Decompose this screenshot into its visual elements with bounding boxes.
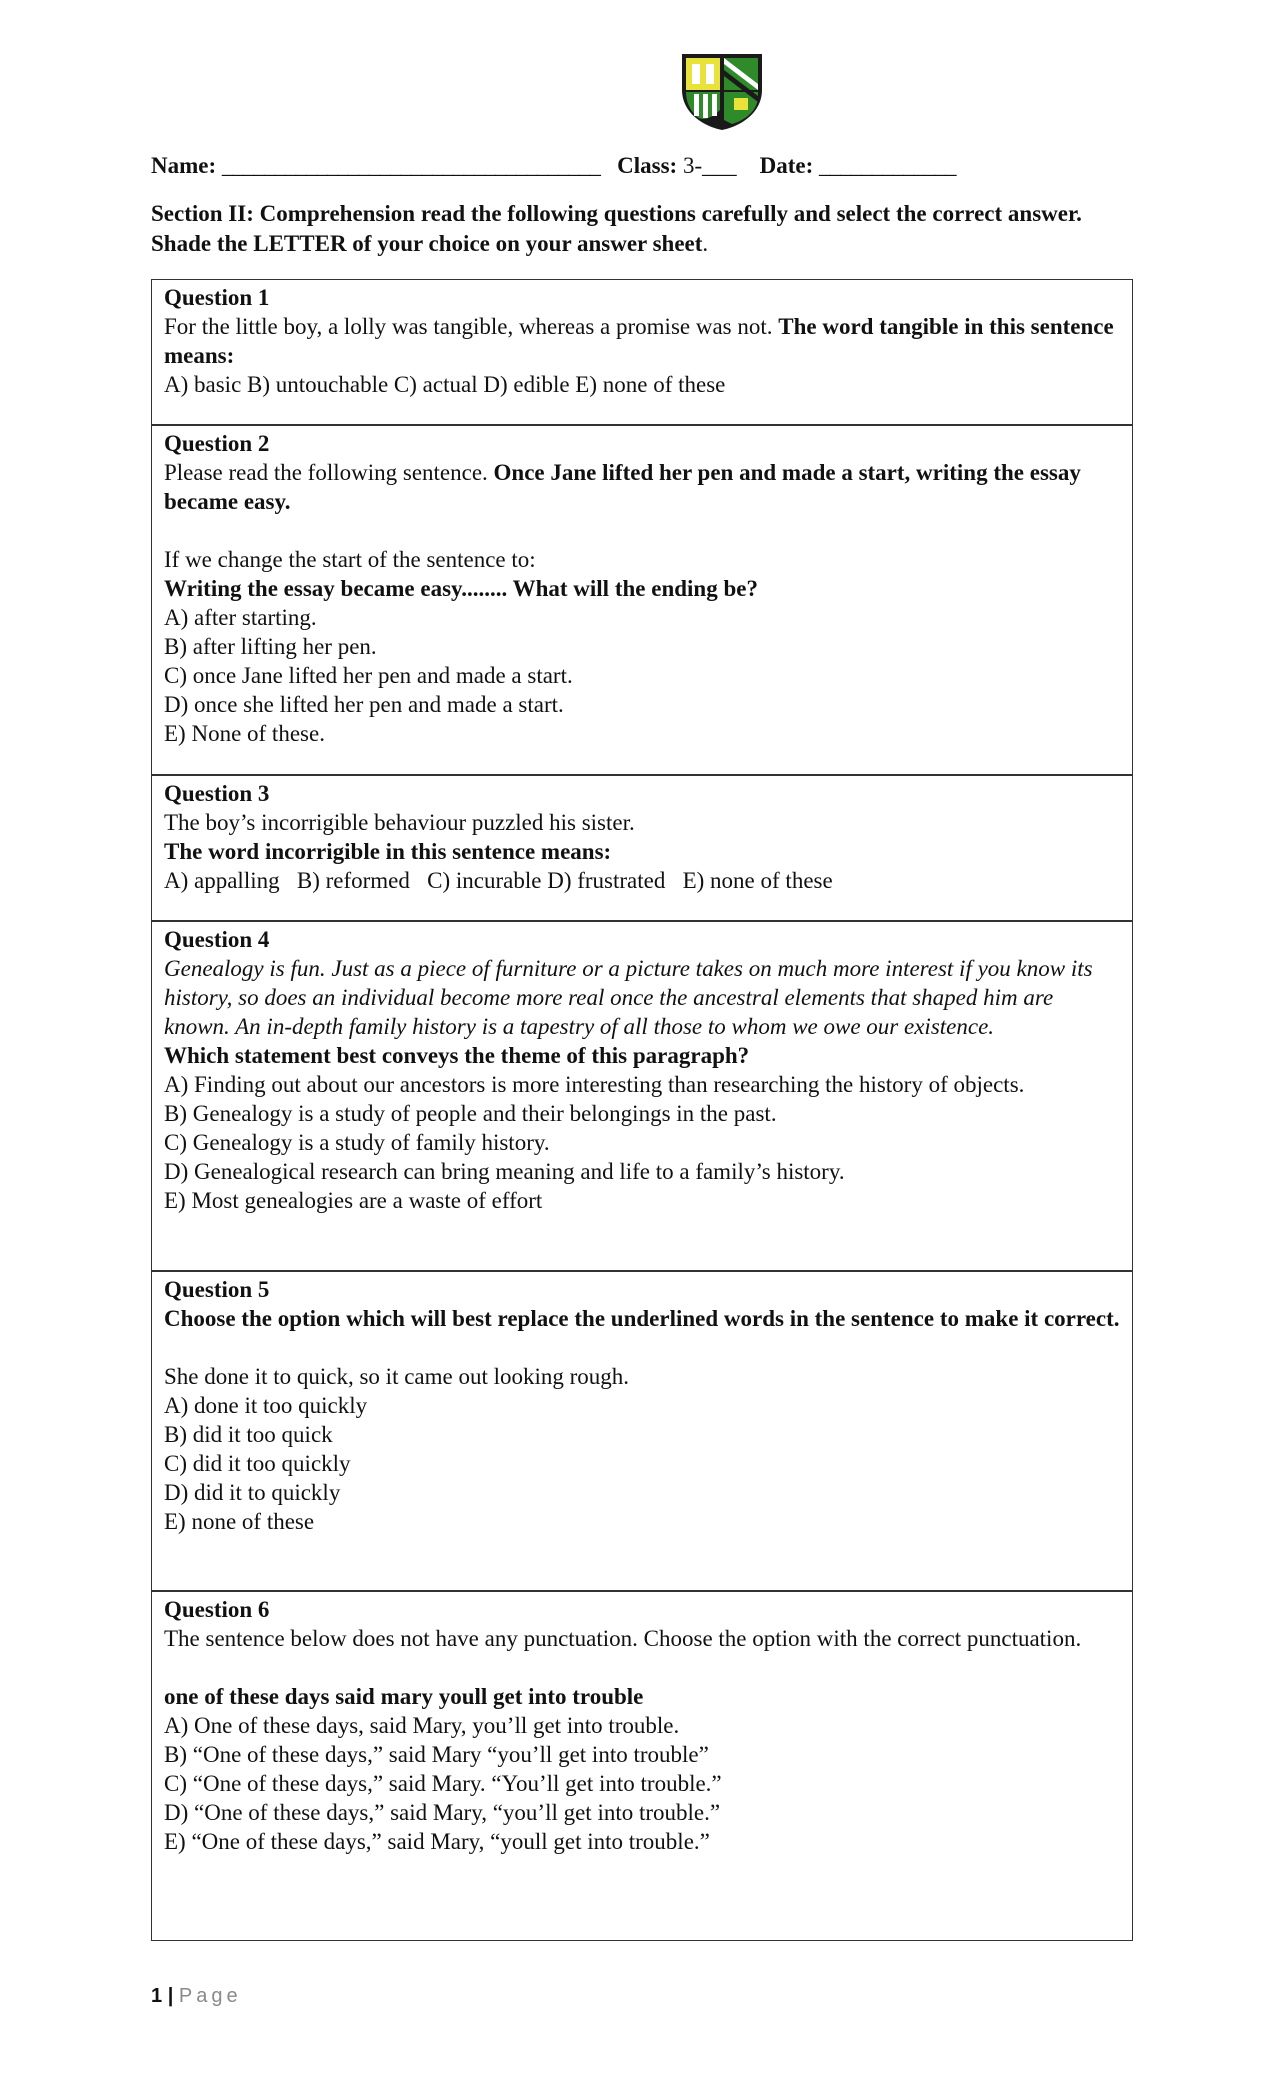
question-text xyxy=(164,312,1121,370)
option-b: B) Genealogy is a study of people and their belongings in the past. xyxy=(164,1101,777,1126)
question-title: Question 3 xyxy=(164,781,270,806)
answer-options: A) basic B) untouchable C) actual D) edible E) none of these xyxy=(164,372,726,397)
question-prompt: Choose the option which will best replace the underlined words in the sentence to make it correct. xyxy=(164,1306,1120,1331)
option-d: D) Genealogical research can bring meaning and life to a family’s history. xyxy=(164,1159,845,1184)
example-sentence: She done it to quick, so it came out looking rough. xyxy=(164,1364,630,1389)
option-a: A) after starting. xyxy=(164,605,317,630)
question-statement: The boy’s incorrigible behaviour puzzled his sister. xyxy=(164,810,635,835)
page-number: 1 xyxy=(151,1985,163,2007)
question-1-box xyxy=(151,279,1133,425)
option-a: A) One of these days, said Mary, you’ll get into trouble. xyxy=(164,1713,680,1738)
question-6-box xyxy=(151,1591,1133,1941)
option-a: A) Finding out about our ancestors is more interesting than researching the history of objects. xyxy=(164,1072,1025,1097)
option-a: A) done it too quickly xyxy=(164,1393,368,1418)
question-statement: Please read the following sentence. xyxy=(164,460,494,485)
date-label: Date: xyxy=(759,153,814,178)
section-title-text: Section II: Comprehension read the following questions carefully and select the correct answer. Shade the LETTER of your choice on your answer sheet xyxy=(151,201,1082,256)
example-sentence: Once Jane lifted her pen and made a start, writing the essay became easy. xyxy=(164,460,1081,514)
option-e: E) “One of these days,” said Mary, “youll get into trouble.” xyxy=(164,1829,710,1854)
page-word: Page xyxy=(178,1985,242,2007)
option-d: D) did it to quickly xyxy=(164,1480,341,1505)
page-footer xyxy=(151,1985,242,2008)
section-title-period: . xyxy=(702,231,709,256)
question-lead: If we change the start of the sentence to: xyxy=(164,547,536,572)
option-b: B) “One of these days,” said Mary “you’ll get into trouble” xyxy=(164,1742,709,1767)
option-e: E) none of these xyxy=(164,1509,315,1534)
question-prompt: The word tangible in this sentence means: xyxy=(164,314,1114,368)
question-title: Question 1 xyxy=(164,285,270,310)
question-3-box xyxy=(151,775,1133,921)
name-label: Name: xyxy=(151,153,217,178)
option-c: C) Genealogy is a study of family history. xyxy=(164,1130,550,1155)
date-blank: _____________ xyxy=(819,153,956,178)
reading-passage: Genealogy is fun. Just as a piece of furniture or a picture takes on much more interest if you know its history, so does an individual become more real once the ancestral elements that shaped him are known. An in-depth family history is a tapestry of all those to whom we owe our existence. xyxy=(164,956,1093,1039)
footer-separator: | xyxy=(167,1985,174,2007)
question-title: Question 2 xyxy=(164,431,270,456)
school-crest-logo xyxy=(676,50,768,132)
student-info-line xyxy=(151,150,1151,182)
question-4-box xyxy=(151,921,1133,1271)
option-d: D) once she lifted her pen and made a start. xyxy=(164,692,564,717)
question-2-box xyxy=(151,425,1133,775)
question-statement: For the little boy, a lolly was tangible, whereas a promise was not. xyxy=(164,314,779,339)
name-blank: ____________________________________ xyxy=(221,153,600,178)
question-title: Question 6 xyxy=(164,1597,270,1622)
option-d: D) “One of these days,” said Mary, “you’ll get into trouble.” xyxy=(164,1800,721,1825)
option-c: C) once Jane lifted her pen and made a start. xyxy=(164,663,573,688)
question-title: Question 5 xyxy=(164,1277,270,1302)
question-text xyxy=(164,458,1121,516)
question-prompt: Which statement best conveys the theme of this paragraph? xyxy=(164,1043,750,1068)
option-b: B) did it too quick xyxy=(164,1422,333,1447)
question-5-box xyxy=(151,1271,1133,1591)
option-c: C) did it too quickly xyxy=(164,1451,351,1476)
question-prompt: Writing the essay became easy........ What will the ending be? xyxy=(164,576,758,601)
answer-options: A) appalling B) reformed C) incurable D) frustrated E) none of these xyxy=(164,868,833,893)
option-e: E) Most genealogies are a waste of effort xyxy=(164,1188,543,1213)
section-instructions xyxy=(151,199,1111,259)
class-value: 3-___ xyxy=(682,153,737,178)
question-prompt: one of these days said mary youll get into trouble xyxy=(164,1684,644,1709)
question-prompt: The word incorrigible in this sentence means: xyxy=(164,839,612,864)
option-b: B) after lifting her pen. xyxy=(164,634,377,659)
option-e: E) None of these. xyxy=(164,721,325,746)
class-label: Class: xyxy=(617,153,678,178)
question-statement: The sentence below does not have any punctuation. Choose the option with the correct punctuation. xyxy=(164,1626,1082,1651)
option-c: C) “One of these days,” said Mary. “You’ll get into trouble.” xyxy=(164,1771,722,1796)
question-title: Question 4 xyxy=(164,927,270,952)
